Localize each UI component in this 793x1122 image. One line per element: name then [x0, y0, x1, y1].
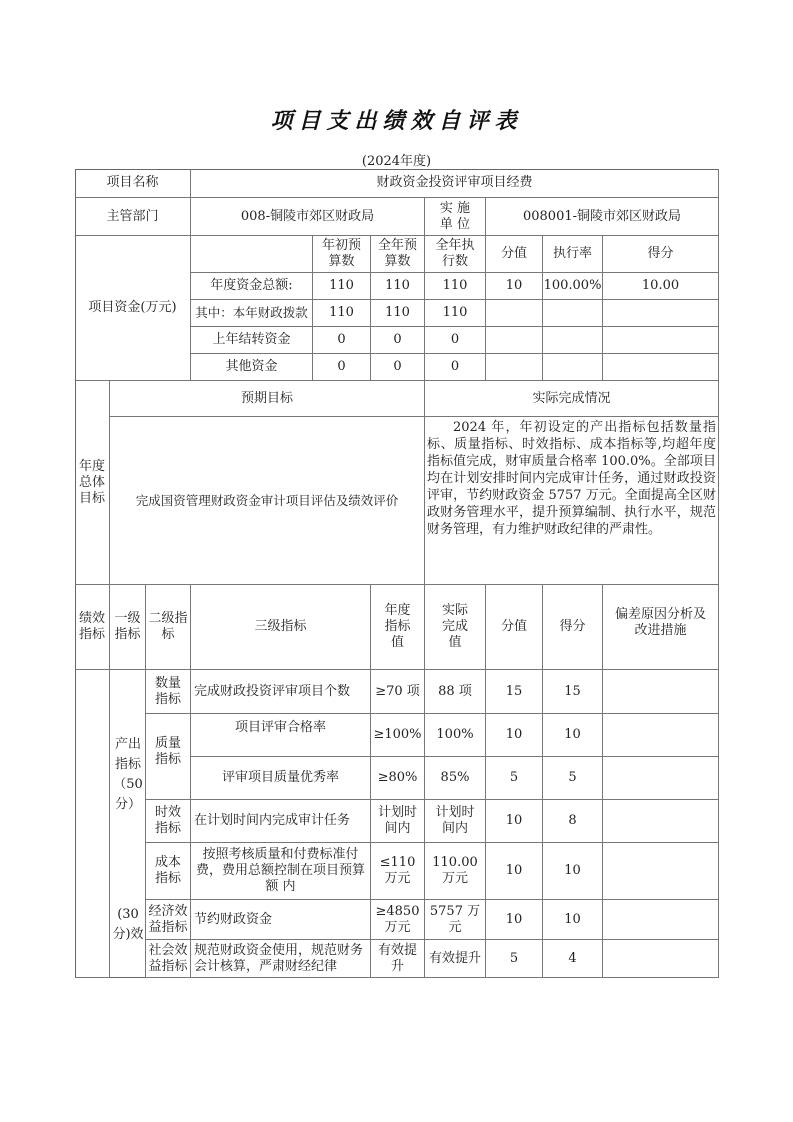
funds-header: 分值	[486, 236, 543, 273]
perf-header: 得分	[543, 585, 603, 670]
funds-row-value: 0	[425, 327, 486, 354]
perf-score-value: 5	[486, 757, 543, 800]
funds-row-value: 110	[371, 300, 425, 327]
funds-row-value: 110	[425, 300, 486, 327]
perf-target: 有效提升	[371, 940, 425, 978]
perf-score-value: 10	[486, 714, 543, 757]
perf-header: 一级指标	[110, 585, 146, 670]
project-name-label: 项目名称	[75, 169, 191, 198]
perf-l2: 经济效益指标	[146, 900, 191, 940]
perf-l2: 质量指标	[146, 714, 191, 800]
perf-score-value: 10	[486, 800, 543, 843]
perf-l3: 规范财政资金使用，规范财务会计核算，严肃财经纪律	[191, 940, 371, 978]
funds-row-value	[486, 354, 543, 381]
perf-remark	[603, 757, 719, 800]
funds-row-value: 100.00%	[543, 273, 603, 300]
funds-header: 执行率	[543, 236, 603, 273]
level1-output: 产出指标（50分）	[113, 737, 143, 812]
perf-header: 年度指标值	[371, 585, 425, 670]
impl: 008001-铜陵市郊区财政局	[486, 198, 719, 236]
perf-actual: 5757 万元	[425, 900, 486, 940]
perf-score: 4	[543, 940, 603, 978]
funds-row-value: 10	[486, 273, 543, 300]
funds-row-value: 110	[313, 300, 371, 327]
perf-target: ≥4850万元	[371, 900, 425, 940]
perf-l2: 成本指标	[146, 843, 191, 900]
perf-header: 偏差原因分析及改进措施	[603, 585, 719, 670]
perf-score-value: 5	[486, 940, 543, 978]
perf-target: 计划时间内	[371, 800, 425, 843]
funds-row-value: 110	[425, 273, 486, 300]
dept-label: 主管部门	[75, 198, 191, 236]
perf-l3: 项目评审合格率	[191, 714, 371, 757]
perf-score-value: 15	[486, 670, 543, 714]
year-label: (2024年度)	[361, 154, 432, 169]
funds-row-value	[543, 300, 603, 327]
perf-score: 10	[543, 900, 603, 940]
funds-row-value	[603, 300, 719, 327]
impl-label: 实 施 单 位	[425, 198, 486, 236]
perf-score-value: 10	[486, 900, 543, 940]
funds-row-value	[603, 354, 719, 381]
funds-row-value: 0	[371, 354, 425, 381]
funds-row-value: 10.00	[603, 273, 719, 300]
perf-l3: 完成财政投资评审项目个数	[191, 670, 371, 714]
funds-row-name: 其中：本年财政拨款	[191, 300, 313, 327]
perf-l3: 节约财政资金	[191, 900, 371, 940]
goals-label: 年度总体目标	[75, 381, 110, 585]
perf-l2: 数量指标	[146, 670, 191, 714]
perf-target: ≥70 项	[371, 670, 425, 714]
perf-actual: 有效提升	[425, 940, 486, 978]
funds-header-blank	[191, 236, 313, 273]
page-title: 项目支出绩效自评表	[270, 108, 523, 134]
perf-actual: 110.00万元	[425, 843, 486, 900]
perf-score: 8	[543, 800, 603, 843]
funds-row-value	[603, 327, 719, 354]
funds-row-value: 110	[313, 273, 371, 300]
perf-l3: 评审项目质量优秀率	[191, 757, 371, 800]
funds-header: 全年预算数	[371, 236, 425, 273]
perf-remark	[603, 900, 719, 940]
perf-remark	[603, 714, 719, 757]
funds-row-value: 110	[371, 273, 425, 300]
perf-header: 二级指标	[146, 585, 191, 670]
perf-score-value: 10	[486, 843, 543, 900]
funds-row-value	[543, 354, 603, 381]
perf-target: ≥100%	[371, 714, 425, 757]
funds-header: 得分	[603, 236, 719, 273]
actual-result: 2024 年，年初设定的产出指标包括数量指标、质量指标、时效指标、成本指标等,均超年度指标值完成，财审质量合格率 100.0%。全部项目均在计划安排时间内完成审计任务，通过财政投资评审，节约财政资金 5757 万元。全面提高全区财政财务管理水平，提升预算编制、执行水平，规范财务管理，有力维护财政纪律的严肃性。	[425, 417, 719, 585]
dept: 008-铜陵市郊区财政局	[191, 198, 425, 236]
funds-row-value: 0	[371, 327, 425, 354]
funds-row-value: 0	[425, 354, 486, 381]
funds-row-value	[543, 327, 603, 354]
perf-header: 实际完成值	[425, 585, 486, 670]
perf-header: 分值	[486, 585, 543, 670]
perf-target: ≥80%	[371, 757, 425, 800]
perf-remark	[603, 800, 719, 843]
perf-score: 10	[543, 843, 603, 900]
perf-l2: 时效指标	[146, 800, 191, 843]
perf-score: 10	[543, 714, 603, 757]
perf-score: 15	[543, 670, 603, 714]
perf-actual: 85%	[425, 757, 486, 800]
perf-l2: 社会效益指标	[146, 940, 191, 978]
funds-row-value: 0	[313, 327, 371, 354]
funds-label: 项目资金(万元)	[75, 236, 191, 381]
perf-header: 三级指标	[191, 585, 371, 670]
funds-row-name: 其他资金	[191, 354, 313, 381]
funds-row-value	[486, 327, 543, 354]
perf-category-blank	[75, 670, 110, 978]
funds-header: 全年执行数	[425, 236, 486, 273]
perf-actual: 100%	[425, 714, 486, 757]
project-name: 财政资金投资评审项目经费	[191, 169, 719, 198]
perf-remark	[603, 670, 719, 714]
funds-row-name: 年度资金总额:	[191, 273, 313, 300]
level1-effect: (30分)效	[112, 907, 144, 942]
perf-header: 绩效指标	[75, 585, 110, 670]
funds-row-value	[486, 300, 543, 327]
perf-remark	[603, 843, 719, 900]
expected-goal: 完成国资管理财政资金审计项目评估及绩效评价	[110, 417, 425, 585]
expected-header: 预期目标	[110, 381, 425, 417]
perf-remark	[603, 940, 719, 978]
funds-row-name: 上年结转资金	[191, 327, 313, 354]
perf-actual: 88 项	[425, 670, 486, 714]
funds-row-value: 0	[313, 354, 371, 381]
perf-actual: 计划时间内	[425, 800, 486, 843]
perf-l3: 按照考核质量和付费标准付费，费用总额控制在项目预算 额 内	[191, 843, 371, 900]
perf-l3: 在计划时间内完成审计任务	[191, 800, 371, 843]
funds-header: 年初预算数	[313, 236, 371, 273]
actual-header: 实际完成情况	[425, 381, 719, 417]
perf-score: 5	[543, 757, 603, 800]
perf-target: ≤110万元	[371, 843, 425, 900]
